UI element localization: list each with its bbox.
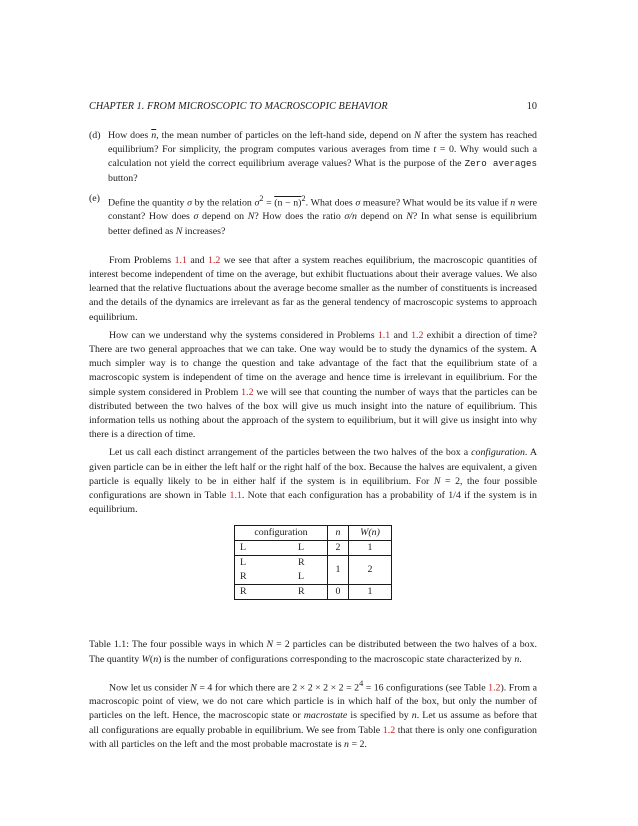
problem-link[interactable]: 1.1	[377, 329, 391, 341]
text: = 4 for which there are 2 × 2 × 2 × 2 = 2	[196, 682, 360, 694]
text: Now let us consider	[109, 682, 191, 694]
math-N: N	[414, 130, 421, 141]
cell-w: 1	[349, 585, 392, 600]
cell-particle-2: L	[293, 541, 328, 556]
configuration-table	[234, 525, 392, 600]
text: and	[186, 254, 209, 266]
cell-particle-1: L	[235, 541, 294, 556]
text: = 2.	[348, 738, 367, 750]
table-link[interactable]: 1.2	[382, 724, 396, 736]
math-sigma: σ	[187, 197, 192, 209]
text: ) is the number of configurations corresponding to the macroscopic state characterized by	[158, 653, 515, 665]
text: . What does	[305, 197, 356, 209]
text: Define the quantity	[108, 197, 188, 209]
page-body	[89, 129, 537, 756]
text: exhibit a direction of time? There are two general approaches that we can take. One way would be to study the dynamics of the system. A much simpler way is to change the question and take advantage of the fact that the equilibrium state of a macroscopic system is independent of time on the average and hence time is irrelevant in equilibrium. For the simple system considered in Problem	[89, 329, 537, 398]
math-n: n	[510, 197, 516, 209]
table-row	[235, 556, 392, 571]
cell-particle-2: R	[293, 585, 328, 600]
math-exponent: 4	[359, 678, 364, 688]
text: Table 1.1: The four possible ways in which	[89, 639, 267, 651]
math-t: t	[433, 144, 437, 156]
table-caption	[89, 638, 537, 666]
cell-w: 1	[349, 541, 392, 556]
text: after the system has reached equilibrium? For simplicity, the program computes various averages from time	[108, 130, 537, 156]
math-nbar: $\overline{n}$	[151, 130, 157, 141]
math-exponent: 2	[259, 193, 264, 203]
text: = 16 configurations (see Table	[363, 682, 489, 694]
math-W: W	[141, 653, 150, 665]
term-macrostate: macrostate	[303, 710, 348, 722]
text: depend on	[356, 211, 407, 223]
cell-n: 0	[328, 585, 349, 600]
table-link[interactable]: 1.2	[488, 682, 501, 694]
math-N: N	[190, 682, 197, 694]
button-name-zero-averages: Zero averages	[464, 158, 537, 170]
text: How does	[108, 130, 152, 141]
text: =	[263, 197, 275, 209]
math-N: N	[266, 639, 274, 651]
header-w-label: W(n)	[360, 527, 380, 539]
cell-n: 2	[328, 541, 349, 556]
paragraph-3	[89, 446, 537, 517]
math-N: N	[433, 475, 441, 487]
math-N: N	[406, 211, 413, 223]
text: increases?	[182, 225, 226, 237]
problem-link[interactable]: 1.2	[411, 329, 424, 341]
math-N: N	[175, 225, 183, 237]
text: that there is only one configuration with all particles on the left and the most probable macrostate is	[89, 724, 537, 750]
cell-w: 2	[349, 556, 392, 585]
text: is specified by	[347, 710, 412, 722]
text: Let us call each distinct arrangement of the particles between the two halves of the box a	[109, 447, 472, 459]
text: .	[519, 653, 522, 665]
math-sigma: σ	[355, 197, 361, 209]
cell-particle-2: L	[293, 570, 328, 585]
page-number: 10	[526, 101, 537, 112]
math-n: n	[514, 653, 520, 665]
text: measure? What would be its value if	[360, 197, 511, 209]
header-configuration: configuration	[235, 526, 328, 541]
text: = 2 particles can be distributed between the two halves of a box. The quantity	[89, 639, 537, 665]
problem-link[interactable]: 1.2	[208, 254, 221, 266]
text: From Problems	[109, 254, 175, 266]
paragraph-4	[89, 677, 537, 752]
paragraph-2	[89, 329, 537, 443]
math-sigma: σ	[254, 197, 260, 209]
math-variance-expression: (n − n)	[274, 197, 302, 209]
problem-link[interactable]: 1.1	[174, 254, 187, 266]
item-label: (d)	[89, 130, 101, 141]
text: (	[149, 653, 154, 665]
header-n-label: n	[335, 527, 341, 539]
text: and	[390, 329, 412, 341]
problem-item-d	[89, 129, 537, 186]
cell-particle-2: R	[293, 556, 328, 571]
text: button?	[108, 172, 138, 184]
math-exponent: 2	[301, 193, 306, 203]
math-n: n	[344, 738, 349, 750]
text: = 2, the four possible configurations are shown in Table	[89, 475, 537, 501]
table-header-row	[235, 526, 392, 541]
table-row	[235, 585, 392, 600]
cell-particle-1: R	[235, 570, 294, 585]
text: ). From a macroscopic point of view, we do not care which particle is in which half of the box, but only the number of particles on the left. Hence, the macroscopic state or	[89, 682, 537, 722]
text: . Note that each configuration has a probability of 1/4 if the system is in equilibrium.	[89, 489, 537, 516]
running-header	[89, 101, 537, 112]
math-ratio: σ/n	[344, 211, 357, 223]
text: . A given particle can be in either the left half or the right half of the box. Because the halves are equivalent, a given particle is equally likely to be in either half if the system is in equilibrium. For	[89, 447, 537, 487]
term-configuration: configuration	[471, 447, 525, 459]
text: depend on	[198, 211, 248, 223]
text: How can we understand why the systems considered in Problems	[109, 329, 378, 341]
chapter-title: CHAPTER 1. FROM MICROSCOPIC TO MACROSCOPIC BEHAVIOR	[89, 101, 388, 112]
math-N: N	[247, 211, 255, 223]
header-w	[349, 526, 392, 541]
text: we will see that counting the number of ways that the particles can be distributed between the two halves of the box will give us much insight into the nature of equilibrium. This information tells us nothing about the approach of the system to equilibrium, but it will give us insight into why there is a direction of time.	[89, 386, 537, 441]
text: , the mean number of particles on the left-hand side, depend on	[156, 130, 415, 141]
item-label: (e)	[89, 192, 100, 204]
header-n	[328, 526, 349, 541]
text: . Let us assume as before that all configurations are equally probable in equilibrium. We see from Table	[89, 710, 537, 736]
cell-n: 1	[328, 556, 349, 585]
math-n: n	[153, 653, 159, 665]
text: by the relation	[191, 197, 255, 209]
problem-item-e	[89, 192, 537, 239]
text: = 0. Why would such a calculation not yield the correct equilibrium average values? What is the purpose of the	[108, 144, 537, 170]
text: were constant? How does	[108, 197, 537, 223]
math-sigma: σ	[193, 211, 199, 223]
text: ? In what sense is equilibrium better defined as	[108, 211, 537, 237]
problem-link[interactable]: 1.2	[241, 386, 254, 398]
table-container	[89, 525, 537, 600]
math-n: n	[411, 710, 417, 722]
text: we see that after a system reaches equilibrium, the macroscopic quantities of interest become independent of time on the average, but exhibit fluctuations about their average values. We also learned that the relative fluctuations about the average become smaller as the number of constituents is increased and the details of the dynamics are irrelevant as far as the general tendency of macroscopic systems to approach equilibrium.	[89, 254, 537, 323]
text: ? How does the ratio	[254, 211, 345, 223]
cell-particle-1: L	[235, 556, 294, 571]
paragraph-1	[89, 254, 537, 325]
cell-particle-1: R	[235, 585, 294, 600]
table-row	[235, 541, 392, 556]
table-link[interactable]: 1.1	[229, 489, 242, 501]
